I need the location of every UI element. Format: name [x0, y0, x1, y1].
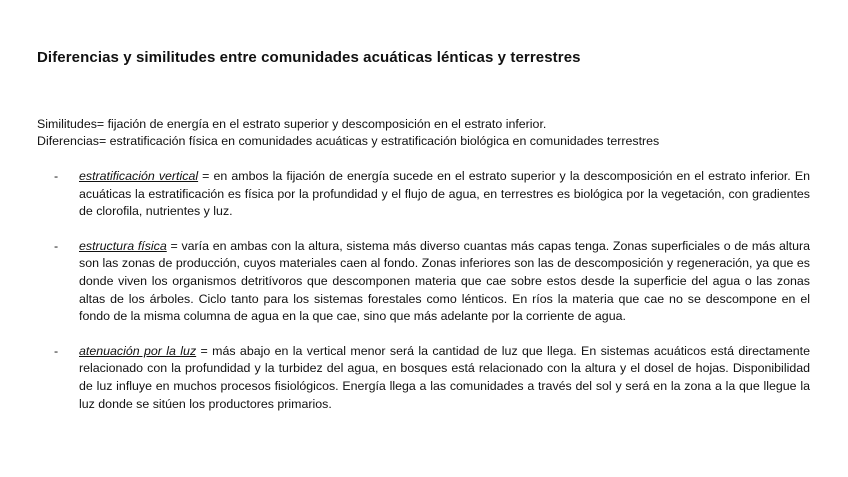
- document-title: Diferencias y similitudes entre comunidades acuáticas lénticas y terrestres: [37, 49, 581, 66]
- bullet-text: = más abajo en la vertical menor será la cantidad de luz que llega. En sistemas acuáticos está directamente relacionado con la profundidad y la turbidez del agua, en bosques está relacionado con la altura y el dosel de hojas. Disponibilidad de luz influye en muchos procesos fisiológicos. Energía llega a las comunidades a través del sol y será en la zona a la que llegue la luz donde se sitúen los productores primarios.: [79, 343, 810, 411]
- bullet-term: estratificación vertical: [79, 169, 199, 183]
- bullet-term: atenuación por la luz: [79, 343, 197, 358]
- bullet-list: [50, 168, 810, 430]
- bullet-item-estratificacion: [50, 168, 810, 221]
- bullet-dash: -: [54, 343, 59, 358]
- bullet-dash: -: [54, 169, 59, 183]
- similitudes-line: Similitudes= fijación de energía en el estrato superior y descomposición en el estrato inferior.: [37, 117, 547, 131]
- bullet-text: = en ambos la fijación de energía sucede en el estrato superior y la descomposición en el estrato inferior. En acuáticas la estratificación es física por la profundidad y el flujo de agua, en terrestres es biológica por la vegetación, con gradientes de clorofila, nutrientes y luz.: [79, 169, 810, 219]
- summary-block: [37, 116, 659, 150]
- diferencias-line: Diferencias= estratificación física en comunidades acuáticas y estratificación biológica en comunidades terrestres: [37, 134, 660, 148]
- bullet-item-estructura: [50, 238, 810, 326]
- bullet-text: = varía en ambas con la altura, sistema más diverso cuantas más capas tenga. Zonas superficiales o de más altura son las zonas de producción, cuyos materiales caen al fondo. Zonas inferiores son las de descomposición y regeneración, ya que es donde viven los organismos detritívoros que descomponen materia que cae sobre estos desde la superficie del agua o las zonas altas de los árboles. Ciclo tanto para los sistemas forestales como lénticos. En ríos la materia que cae no se descompone en el fondo de la misma columna de agua en la que cae, sino que más adelante por la corriente de agua.: [79, 238, 810, 324]
- bullet-item-atenuacion: [50, 343, 810, 413]
- bullet-term: estructura física: [79, 238, 167, 253]
- bullet-dash: -: [54, 238, 59, 253]
